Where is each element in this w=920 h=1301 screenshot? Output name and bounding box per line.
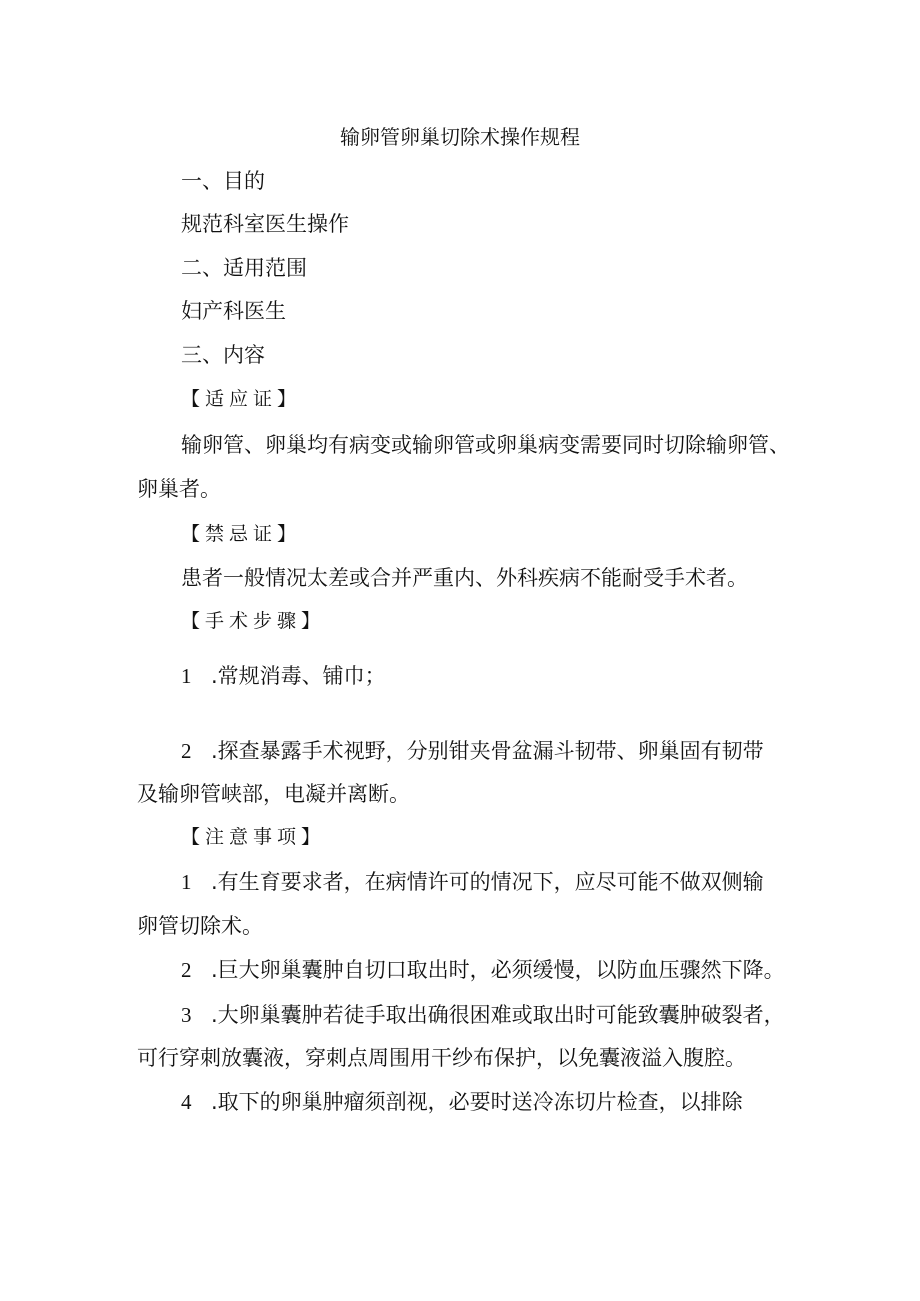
step-item-2-continued: 及输卵管峡部，电凝并离断。 (137, 782, 410, 806)
scope-heading: 二、适用范围 (181, 256, 307, 280)
note-text: .大卵巢囊肿若徒手取出确很困难或取出时可能致囊肿破裂者， (211, 1003, 785, 1027)
step-text: .常规消毒、铺巾； (211, 664, 386, 688)
contraindications-text: 患者一般情况太差或合并严重内、外科疾病不能耐受手术者。 (181, 566, 748, 590)
content-heading: 三、内容 (181, 343, 265, 367)
indications-line-1: 输卵管、卵巢均有病变或输卵管或卵巢病变需要同时切除输卵管、 (181, 433, 790, 457)
steps-heading: 【手术步骤】 (181, 610, 326, 632)
note-text: .巨大卵巢囊肿自切口取出时，必须缓慢，以防血压骤然下降。 (211, 958, 785, 982)
purpose-text: 规范科室医生操作 (181, 212, 349, 236)
contraindications-heading: 【禁忌证】 (181, 523, 302, 545)
indications-heading: 【适应证】 (181, 388, 302, 410)
document-title: 输卵管卵巢切除术操作规程 (340, 125, 580, 149)
step-number: 1 (181, 664, 192, 688)
step-item-2 (181, 736, 764, 766)
notes-heading: 【注意事项】 (181, 826, 326, 848)
note-number: 1 (181, 870, 192, 894)
note-item-3 (181, 1000, 785, 1030)
indications-line-2: 卵巢者。 (137, 477, 221, 501)
purpose-heading: 一、目的 (181, 169, 265, 193)
note-number: 3 (181, 1003, 192, 1027)
scope-text: 妇产科医生 (181, 299, 286, 323)
note-number: 4 (181, 1090, 192, 1114)
step-number: 2 (181, 739, 192, 763)
step-item-1 (181, 661, 386, 691)
note-item-4 (181, 1087, 743, 1117)
note-number: 2 (181, 958, 192, 982)
note-item-2 (181, 955, 785, 985)
note-item-1 (181, 867, 764, 897)
note-item-3-continued: 可行穿刺放囊液，穿刺点周围用干纱布保护，以免囊液溢入腹腔。 (137, 1046, 746, 1070)
step-text: .探查暴露手术视野，分别钳夹骨盆漏斗韧带、卵巢固有韧带 (211, 739, 764, 763)
note-text: .有生育要求者，在病情许可的情况下，应尽可能不做双侧输 (211, 870, 764, 894)
note-item-1-continued: 卵管切除术。 (137, 914, 263, 938)
note-text: .取下的卵巢肿瘤须剖视，必要时送冷冻切片检查，以排除 (211, 1090, 743, 1114)
